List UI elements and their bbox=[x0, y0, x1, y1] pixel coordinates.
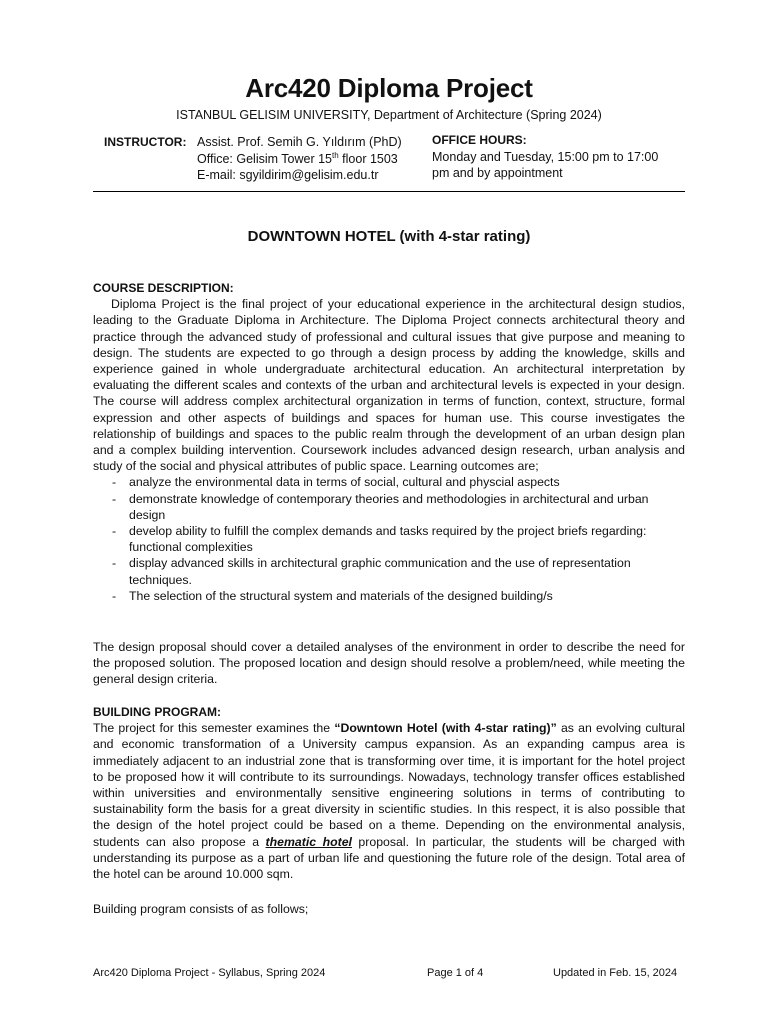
list-bullet: - bbox=[112, 475, 117, 490]
office-suffix: floor 1503 bbox=[338, 151, 398, 166]
list-item-text: analyze the environmental data in terms of social, cultural and physcial aspects bbox=[129, 475, 560, 490]
building-program-text-3: proposal. In particular, the students will be charged with understanding its purpose as a part of urban life and questioning the future role of the design. Total area of the hotel can be around 10.000 sqm. bbox=[93, 834, 686, 882]
course-description-label: COURSE DESCRIPTION: bbox=[93, 281, 234, 295]
list-item-text: develop ability to fulfill the complex demands and tasks required by the project briefs regarding: functional complexities bbox=[129, 524, 647, 555]
list-bullet: - bbox=[112, 491, 117, 506]
document-subtitle: ISTANBUL GELISIM UNIVERSITY, Department of Architecture (Spring 2024) bbox=[176, 108, 602, 122]
design-proposal-paragraph bbox=[93, 639, 685, 688]
learning-outcomes-list bbox=[93, 474, 685, 604]
office-hours-line-2: pm and by appointment bbox=[432, 166, 563, 180]
footer-updated: Updated in Feb. 15, 2024 bbox=[553, 967, 678, 979]
footer-left: Arc420 Diploma Project - Syllabus, Spring 2024 bbox=[93, 967, 326, 979]
instructor-name: Assist. Prof. Semih G. Yıldırım (PhD) bbox=[197, 135, 402, 149]
building-program-consists: Building program consists of as follows; bbox=[93, 902, 309, 916]
office-superscript: th bbox=[332, 150, 339, 160]
list-item bbox=[93, 555, 685, 587]
thematic-hotel-emphasis: thematic hotel bbox=[265, 834, 352, 849]
list-bullet: - bbox=[112, 588, 117, 603]
footer-page-number: Page 1 of 4 bbox=[427, 967, 484, 979]
building-program-text-2: as an evolving cultural and economic transformation of a University campus expansion. As an expanding campus area is immediately adjacent to an industrial zone that is transforming over time, it is important for the hotel project to be proposed how it will contribute to its surroundings. Nowadays, technology transfer offices established within universities and environmentally sensitive engineering solutions in terms of contributing to sustainability form the basis for a great diversity in scientific studies. In this respect, it is also possible that the design of the hotel project could be based on a theme. Depending on the environmental analysis, students can also propose a bbox=[93, 721, 685, 849]
course-description-paragraph: Diploma Project is the final project of your educational experience in the architectural design studios, leading to the Graduate Diploma in Architecture. The Diploma Project connects architectural theory and practice through the advanced study of professional and cultural issues that give purpose and meaning to design. The students are expected to go through a design process by adding the knowledge, skills and experience gained in whole undergraduate architectural education. An architectural interpretation by evaluating the different scales and contexts of the urban and architectural levels is expected in your design. The course will address complex architectural organization in terms of function, context, structure, formal expression and other aspects of buildings and spaces for human use. This course investigates the relationship of buildings and spaces to the public realm through the development of an urban design plan and a complex building intervention. Coursework includes advanced design research, urban analysis and study of the social and physical attributes of public space. Learning outcomes are; bbox=[93, 297, 685, 474]
list-item-text: demonstrate knowledge of contemporary theories and methodologies in architectural and urban design bbox=[129, 491, 649, 522]
list-item bbox=[93, 474, 685, 490]
list-item bbox=[93, 523, 685, 555]
project-title-quote: “Downtown Hotel (with 4-star rating)” bbox=[334, 721, 557, 736]
design-proposal-text: The design proposal should cover a detailed analyses of the environment in order to describe the need for the proposed solution. The proposed location and design should resolve a problem/need, while meeting the general design criteria. bbox=[93, 640, 685, 687]
office-prefix: Office: Gelisim Tower 15 bbox=[197, 151, 333, 166]
building-program-section bbox=[93, 704, 685, 882]
building-program-label: BUILDING PROGRAM: bbox=[93, 705, 221, 719]
list-bullet: - bbox=[112, 556, 117, 571]
office-hours-label: OFFICE HOURS: bbox=[432, 133, 527, 147]
office-hours-line-1: Monday and Tuesday, 15:00 pm to 17:00 bbox=[432, 149, 659, 164]
list-item-text: display advanced skills in architectural graphic communication and the use of representation techniques. bbox=[129, 556, 631, 587]
office-hours bbox=[432, 132, 692, 182]
instructor-email: E-mail: sgyildirim@gelisim.edu.tr bbox=[197, 168, 379, 182]
instructor-info bbox=[197, 134, 402, 184]
course-description-section bbox=[93, 280, 685, 604]
list-item bbox=[93, 491, 685, 523]
project-heading: DOWNTOWN HOTEL (with 4-star rating) bbox=[247, 228, 531, 245]
instructor-label: INSTRUCTOR: bbox=[104, 135, 187, 149]
list-item bbox=[93, 588, 685, 604]
list-bullet: - bbox=[112, 524, 117, 539]
document-title: Arc420 Diploma Project bbox=[245, 73, 533, 103]
list-item-text: The selection of the structural system and materials of the designed building/s bbox=[129, 588, 553, 603]
building-program-text-1: The project for this semester examines the bbox=[93, 721, 335, 736]
instructor-office bbox=[197, 151, 402, 168]
header-divider bbox=[93, 191, 685, 192]
building-program-paragraph bbox=[93, 720, 685, 882]
